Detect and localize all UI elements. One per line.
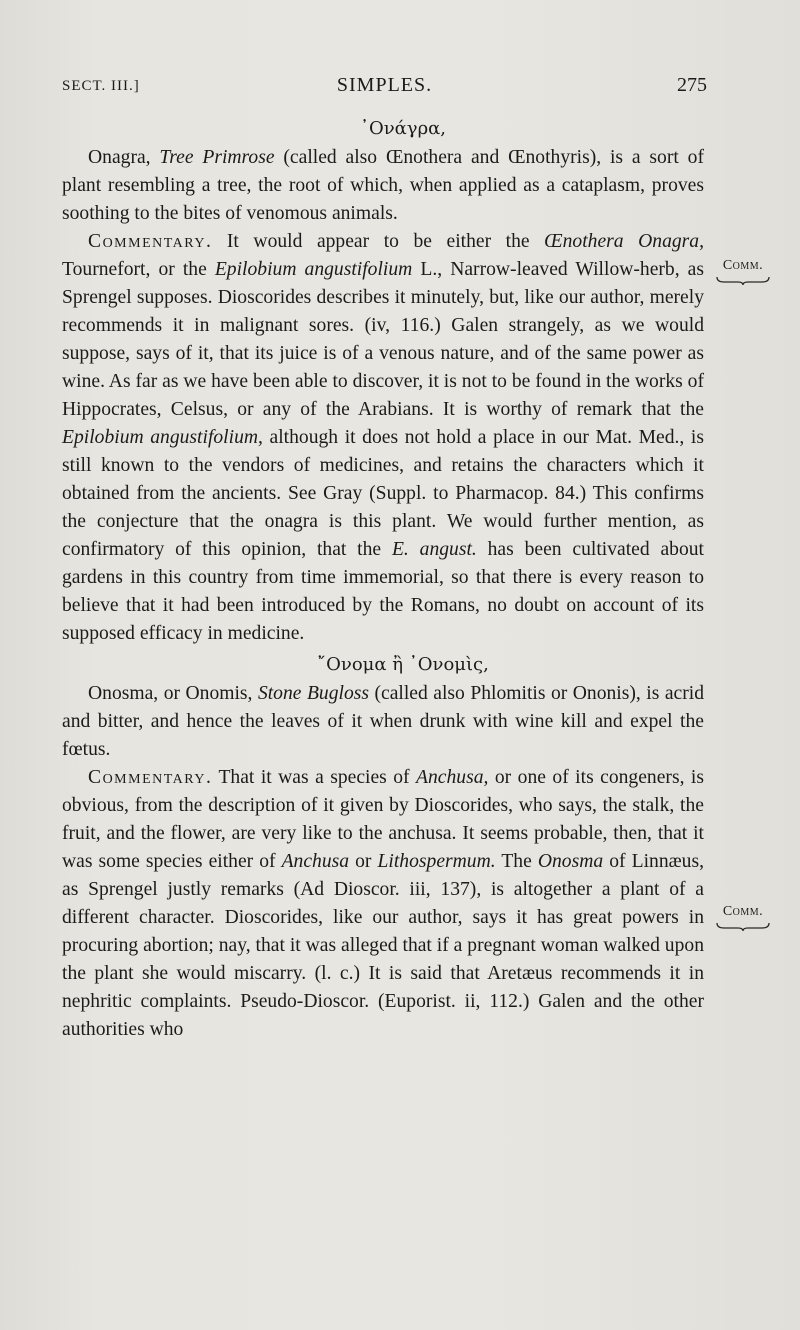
- entry-definition: [62, 680, 704, 764]
- commentary-text: Tournefort, or the: [62, 259, 215, 280]
- running-title: SIMPLES.: [336, 74, 433, 96]
- greek-heading: ῎Ονομα ἢ ᾿Ονομὶς,: [317, 654, 489, 675]
- page-body: [62, 114, 704, 1044]
- commentary-text: The: [495, 851, 538, 872]
- page-number: 275: [677, 74, 707, 96]
- commentary-text: or: [349, 851, 378, 872]
- commentary-text: has been cultivated about gardens in this country from time immemorial, so that there is every reason to believe that it had been introduced by the Romans, no doubt on account of its supposed efficacy in medicine.: [62, 539, 704, 644]
- margin-note-label: Comm.: [722, 258, 764, 273]
- commentary-italic: Epilobium angustifolium,: [62, 427, 263, 448]
- commentary-text: or one of its congeners, is obvious, from the description of it given by Dioscorides, who says, the stalk, the fruit, and the flower, are very like to the anchusa. It seems probable, then, that it was some species either of: [62, 767, 704, 872]
- commentary-italic: Onosma: [537, 851, 604, 872]
- commentary-paragraph: [62, 228, 704, 648]
- entry-common-name: Tree Primrose: [159, 147, 275, 168]
- commentary-italic: Epilobium angustifolium: [214, 259, 413, 280]
- entry-definition: [62, 144, 704, 228]
- entry-definition-text: (called also Phlomitis or Ononis), is acrid and bitter, and hence the leaves of it when drunk with wine kill and expel the fœtus.: [62, 683, 704, 760]
- commentary-italic: Anchusa: [281, 851, 350, 872]
- commentary-text: L., Narrow-leaved Willow-herb, as Sprengel supposes. Dioscorides describes it minutely, but, like our author, merely recommends it in malignant sores. (iv, 116.) Galen strangely, as we would suppose, says of it, that its juice is of a venous nature, and of the same power as wine. As far as we have been able to discover, it is not to be found in the works of Hippocrates, Celsus, or any of the Arabians. It is worthy of remark that the: [62, 259, 705, 420]
- section-label: SECT. III.]: [62, 78, 140, 94]
- margin-note-label: Comm.: [722, 904, 764, 919]
- margin-note-comm: [712, 258, 774, 286]
- commentary-paragraph: [62, 764, 704, 1044]
- entry-definition-text: (called also Œnothera and Œnothyris), is a sort of plant resembling a tree, the root of which, when applied as a cataplasm, proves soothing to the bites of venomous animals.: [62, 147, 704, 224]
- brace-icon: [716, 922, 770, 932]
- commentary-text: It would appear to be either the: [212, 231, 545, 252]
- entry-term: Onagra,: [88, 147, 160, 168]
- commentary-label: Commentary.: [88, 767, 213, 788]
- greek-heading: ᾿Ονάγρα,: [359, 118, 447, 139]
- commentary-italic: Œnothera Onagra,: [544, 231, 704, 252]
- commentary-italic: E. angust.: [391, 539, 477, 560]
- running-header: [62, 70, 707, 100]
- entry-common-name: Stone Bugloss: [257, 683, 370, 704]
- margin-note-comm: [712, 904, 774, 932]
- commentary-text: of Linnæus, as Sprengel justly remarks (Ad Dioscor. iii, 137), is altogether a plant of a different character. Dioscorides, like our author, says it has great powers in procuring abortion; nay, that it was alleged that if a pregnant woman walked upon the plant she would miscarry. (l. c.) It is said that Aretæus recommends it in nephritic complaints. Pseudo-Dioscor. (Euporist. ii, 112.) Galen and the other authorities who: [62, 851, 705, 1040]
- entry-term: Onosma, or Onomis,: [88, 683, 258, 704]
- commentary-italic: Anchusa,: [416, 767, 489, 788]
- commentary-text: although it does not hold a place in our Mat. Med., is still known to the vendors of medicines, and retains the characters which it obtained from the ancients. See Gray (Suppl. to Pharmacop. 84.) This confirms the conjecture that the onagra is this plant. We would further mention, as confirmatory of this opinion, that the: [62, 427, 704, 560]
- commentary-label: Commentary.: [88, 231, 213, 252]
- brace-icon: [716, 276, 770, 286]
- commentary-text: That it was a species of: [212, 767, 417, 788]
- commentary-italic: Lithospermum.: [377, 851, 496, 872]
